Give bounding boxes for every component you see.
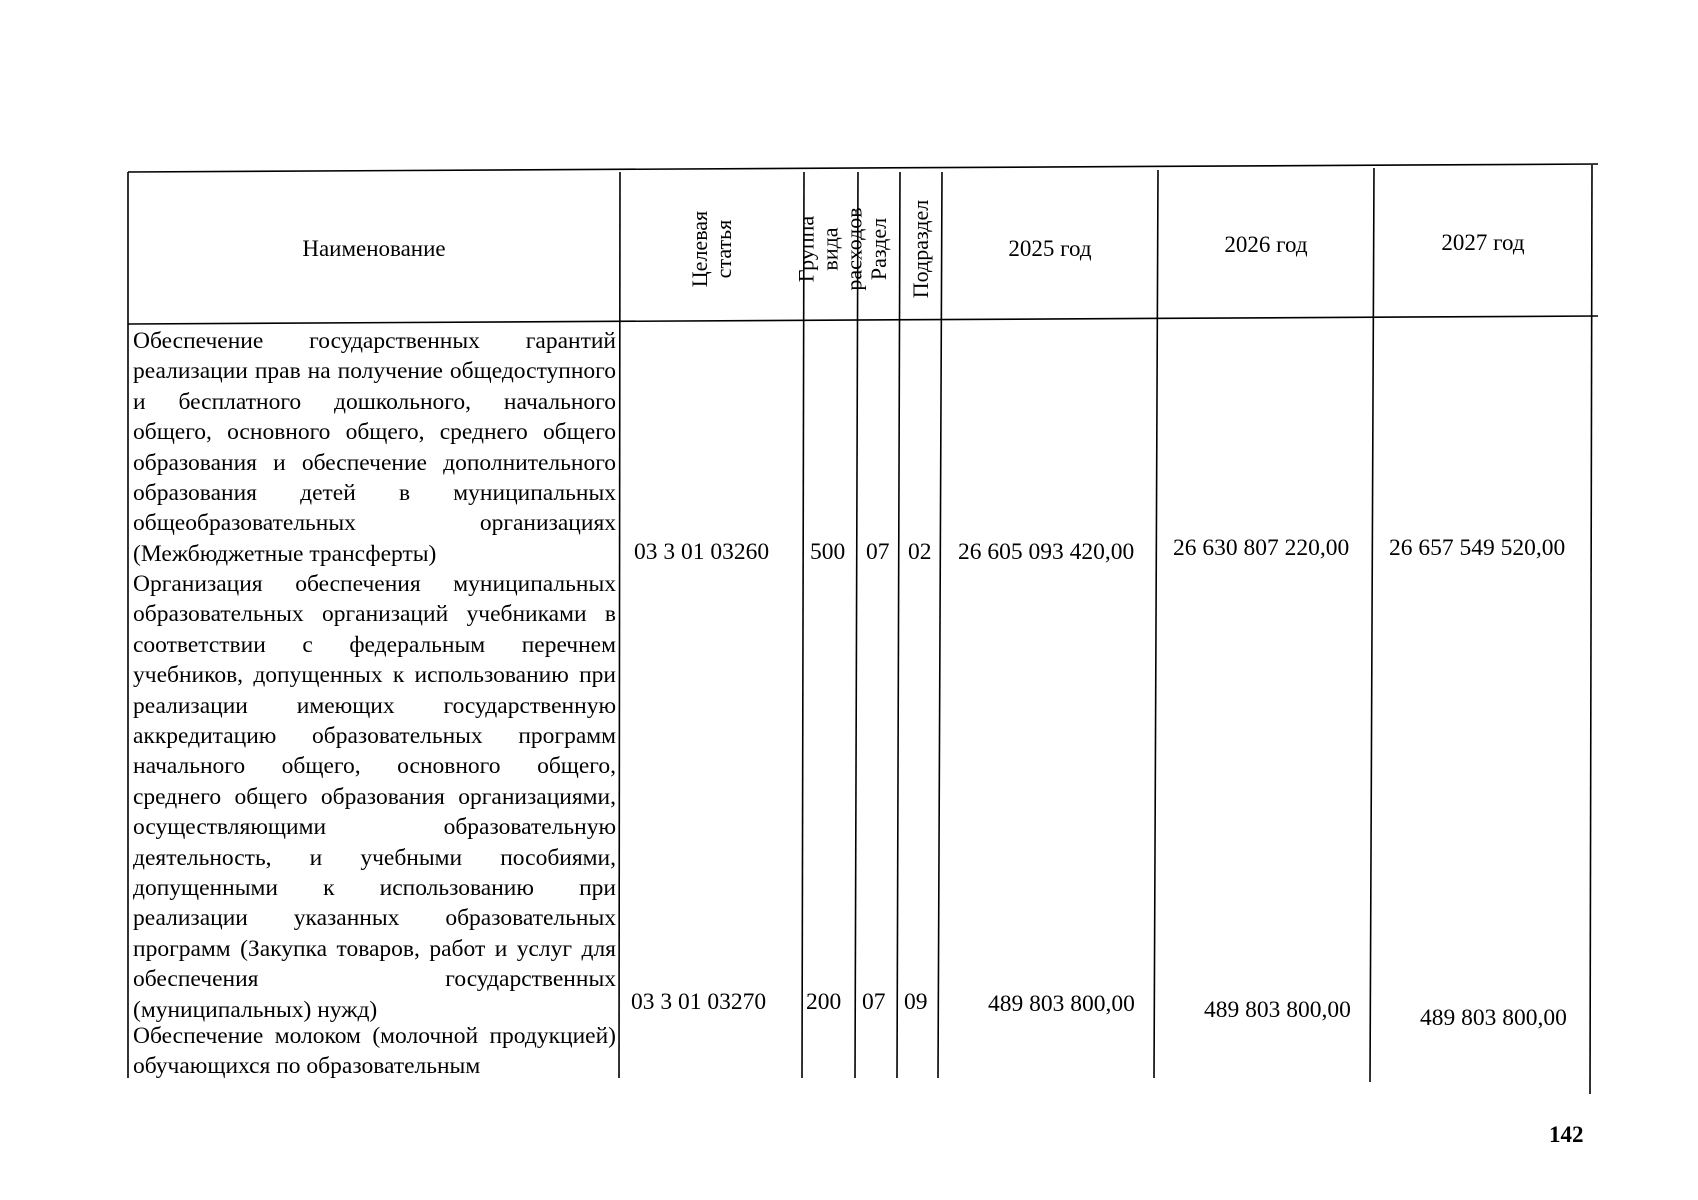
row2-name: Организация обеспечения муниципальных образовательных организаций учебниками в соответствии с федеральным перечнем учебников, допущенных к использованию при реализации имеющих государственную аккредитацию образовательных программ начального общего, основного общего, среднего общего образования организациями, осуществляющими образовательную деятельность, и учебными пособиями, допущенными к использованию при реализации указанных образовательных программ (Закупка товаров, работ и услуг для обеспечения государственных (муниципальных) нужд): [133, 571, 616, 1023]
row1-group: 500: [810, 539, 846, 565]
header-2026: 2026 год: [1224, 232, 1308, 257]
header-name: Наименование: [302, 236, 446, 261]
row1-2027: 26 657 549 520,00: [1389, 535, 1566, 561]
row2-2026: 489 803 800,00: [1204, 997, 1351, 1023]
header-2025: 2025 год: [1008, 236, 1092, 261]
row1-2026: 26 630 807 220,00: [1173, 535, 1350, 561]
row1-name: Обеспечение государственных гарантий реализации прав на получение общедоступного и бесплатного дошкольного, начального общего, основного общего, среднего общего образования и обеспечение дополнительного образования детей в муниципальных общеобразовательных организациях (Межбюджетные трансферты): [133, 328, 616, 567]
row2-group: 200: [806, 989, 842, 1015]
row2-target: 03 3 01 03270: [631, 989, 767, 1015]
row1-target: 03 3 01 03260: [634, 539, 770, 565]
row2-subsection: 09: [904, 989, 928, 1015]
page-number: 142: [1549, 1122, 1584, 1147]
header-target: [620, 174, 804, 324]
header-group: [794, 174, 867, 324]
row1-section: 07: [866, 539, 890, 565]
row2-2027: 489 803 800,00: [1420, 1005, 1567, 1031]
header-subsection-text: Подраздел: [908, 199, 934, 299]
row3-name: Обеспечение молоком (молочной продукцией) обучающихся по образовательным: [133, 1023, 616, 1080]
header-section-text: Раздел: [866, 217, 892, 281]
header-target-text: Целевая статья: [687, 210, 736, 288]
row2-2025: 489 803 800,00: [988, 991, 1135, 1017]
row1-subsection: 02: [908, 539, 932, 565]
header-subsection: [900, 174, 942, 324]
header-2027: 2027 год: [1441, 230, 1525, 255]
header-group-text: Группа вида расходов: [794, 207, 867, 291]
row1-2025: 26 605 093 420,00: [958, 539, 1135, 565]
header-section: [858, 174, 900, 324]
row2-section: 07: [862, 989, 886, 1015]
